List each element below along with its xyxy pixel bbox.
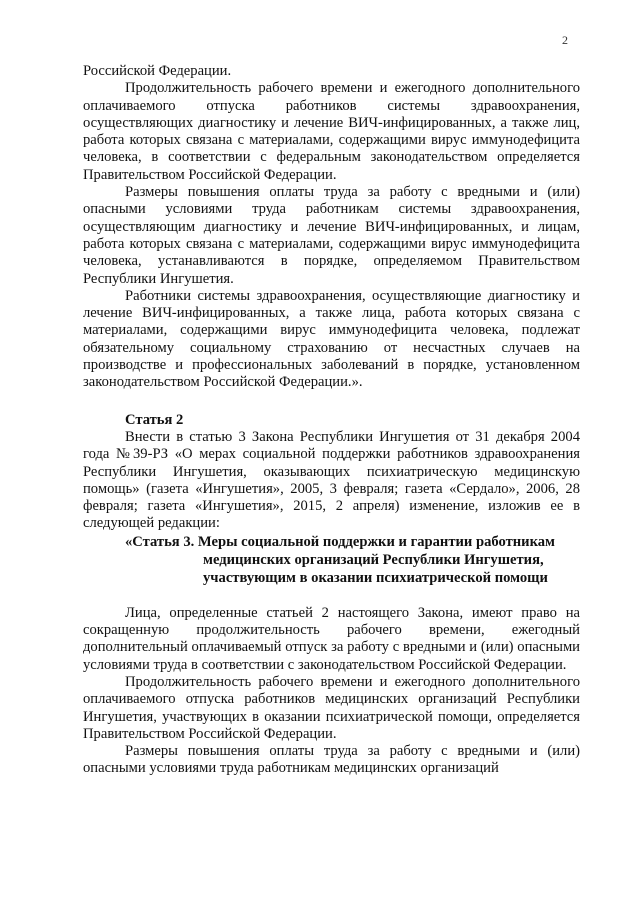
- article-title-line: участвующим в оказании психиатрической помощи: [203, 569, 548, 586]
- article-title-line: медицинских организаций Республики Ингушетия,: [203, 551, 544, 568]
- page-number: 2: [562, 33, 568, 47]
- article-heading: Статья 2: [125, 411, 184, 428]
- paragraph: Размеры повышения оплаты труда за работу с вредными и (или) опасными условиями труда работникам системы здравоохранения, осуществляющим диагностику и лечение ВИЧ-инфицированных, и лицам, работа которых связана с материалами, содержащими вирус иммунодефицита человека, устанавливаются в порядке, определяемом Правительством Республики Ингушетия.: [83, 184, 580, 287]
- article-intro: Внести в статью 3 Закона Республики Ингушетия от 31 декабря 2004 года №39-РЗ «О мерах социальной поддержки работников здравоохранения Республики Ингушетия, оказывающих психиатрическую медицинскую помощь» (газета «Ингушетия», 2005, 3 февраля; газета «Сердало», 2006, 28 февраля; газета «Ингушетия», 2015, 2 апреля) изменение, изложив ее в следующей редакции:: [83, 428, 580, 532]
- paragraph: Российской Федерации.: [83, 63, 232, 79]
- document-body: [83, 63, 580, 778]
- paragraph: Продолжительность рабочего времени и ежегодного дополнительного оплачиваемого отпуска работников системы здравоохранения, осуществляющих диагностику и лечение ВИЧ-инфицированных, а также лиц, работа которых связана с материалами, содержащими вирус иммунодефицита человека, в соответствии с федеральным законодательством определяется Правительством Российской Федерации.: [83, 80, 580, 183]
- article-title: [125, 533, 580, 587]
- paragraph: Лица, определенные статьей 2 настоящего Закона, имеют право на сокращенную продолжительность рабочего времени, ежегодный дополнительный оплачиваемый отпуск за работу с вредными и (или) опасными условиями труда в соответствии с законодательством Российской Федерации.: [83, 604, 580, 673]
- paragraph: Размеры повышения оплаты труда за работу с вредными и (или) опасными условиями труда работникам медицинских организаций: [83, 743, 580, 777]
- paragraph: Работники системы здравоохранения, осуществляющие диагностику и лечение ВИЧ-инфицированных, а также лица, работа которых связана с материалами, содержащими вирус иммунодефицита человека, подлежат обязательному социальному страхованию от несчастных случаев на производстве и профессиональных заболеваний в порядке, установленном законодательством Российской Федерации.».: [83, 287, 580, 391]
- paragraph: Продолжительность рабочего времени и ежегодного дополнительного оплачиваемого отпуска работников медицинских организаций Республики Ингушетия, участвующих в оказании психиатрической помощи, определяется Правительством Российской Федерации.: [83, 673, 580, 742]
- article-title-line: «Статья 3. Меры социальной поддержки и гарантии работникам: [125, 533, 555, 550]
